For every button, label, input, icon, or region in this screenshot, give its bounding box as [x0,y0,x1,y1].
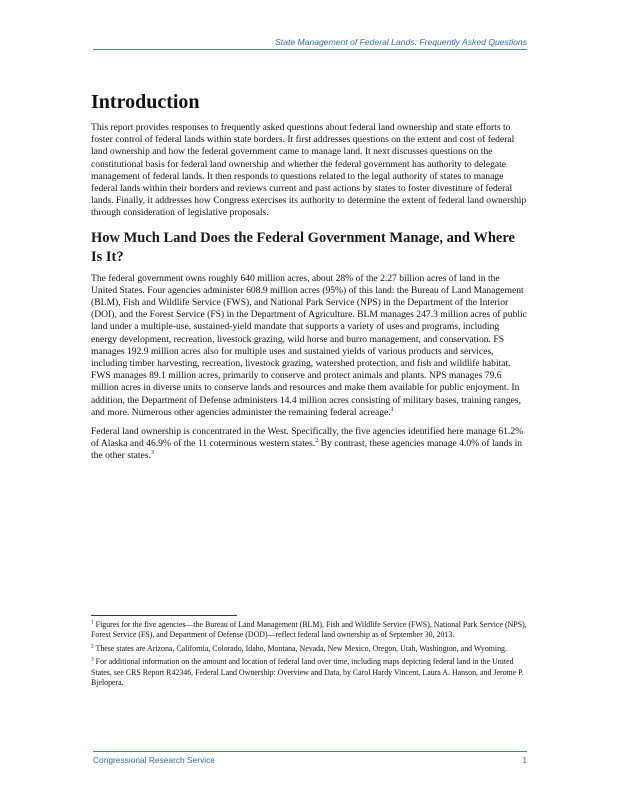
footer-rule [93,751,527,752]
footnote-2 [91,644,527,654]
footnote-1 [91,620,527,641]
footer-organization: Congressional Research Service [93,755,215,765]
footnote-text: For additional information on the amount and location of federal land over time, including maps depicting federal land in the United States, see CRS Report R42346, Federal Land Ownership: Overview and Data, by Carol Hardy Vincent, Laura A. Hanson, and Jerome P. Bjelopera. [91,657,524,688]
paragraph-text: By contrast, these agencies manage 4.0% of lands in the other states. [91,438,523,462]
western-concentration-paragraph [91,426,527,463]
footnote-3 [91,657,527,688]
section-title: Introduction [91,91,200,113]
land-ownership-paragraph [91,273,527,419]
footnote-ref-1[interactable]: 1 [390,406,394,413]
introduction-paragraph: This report provides responses to frequently asked questions about federal land ownership and state efforts to foster control of federal lands within state borders. It first addresses questions on the extent and cost of federal land ownership and how the federal government came to manage land. It next discusses questions on the constitutional basis for federal land ownership and whether the federal government has authority to delegate management of federal lands. It then responds to questions related to the legal authority of states to manage federal lands within their borders and reviews current and past actions by states to foster divestiture of federal lands. Finally, it addresses how Congress exercises its authority to determine the extent of federal land ownership through consideration of legislative proposals. [91,122,527,219]
footnote-text: Figures for the five agencies—the Bureau of Land Management (BLM), Fish and Wildlife Service (FWS), National Park Service (NPS), Forest Service (FS), and Department of Defense (DOD)—reflect federal land ownership as of September 30, 2013. [91,620,527,640]
footnote-text: These states are Arizona, California, Colorado, Idaho, Montana, Nevada, New Mexico, Oregon, Utah, Washington, and Wyoming. [93,643,507,653]
footnote-number: 3 [91,656,94,663]
footnote-number: 1 [91,619,94,626]
paragraph-text: The federal government owns roughly 640 million acres, about 28% of the 2.27 billion acres of land in the United States. Four agencies administer 608.9 million acres (95%) of this land: the Bureau of Land Management (BLM), Fish and Wildlife Service (FWS), and National Park Service (NPS) in the Department of the Interior (DOI), and the Forest Service (FS) in the Department of Agriculture. BLM manages 247.3 million acres of public land under a multiple-use, sustained-yield mandate that supports a variety of uses and programs, including energy development, recreation, livestock grazing, wild horse and burro management, and conservation. FS manages 192.9 million acres also for multiple uses and sustained yields of various products and services, including timber harvesting, recreation, livestock grazing, watershed protection, and fish and wildlife habitat. FWS manages 89.1 million acres, primarily to conserve and protect animals and plants. NPS manages 79.6 million acres in diverse units to conserve lands and resources and make them available for public enjoyment. In addition, the Department of Defense administers 14.4 million acres consisting of military bases, training ranges, and more. Numerous other agencies administer the remaining federal acreage. [91,272,527,418]
subsection-title: How Much Land Does the Federal Government Manage, and Where Is It? [91,229,515,265]
footnote-rule [91,615,237,616]
footnotes [91,620,527,691]
footnote-number: 2 [91,643,94,650]
paragraph-text: Federal land ownership is concentrated in the West. Specifically, the five agencies identified here manage 61.2% of Alaska and 46.9% of the 11 coterminous western states. [91,426,524,450]
body-content [91,90,527,470]
footnote-ref-3[interactable]: 3 [150,450,154,457]
running-header: State Management of Federal Lands: Frequently Asked Questions [275,37,527,47]
page-number: 1 [522,755,527,765]
footnote-ref-2[interactable]: 2 [315,438,319,445]
header-rule [93,49,527,50]
